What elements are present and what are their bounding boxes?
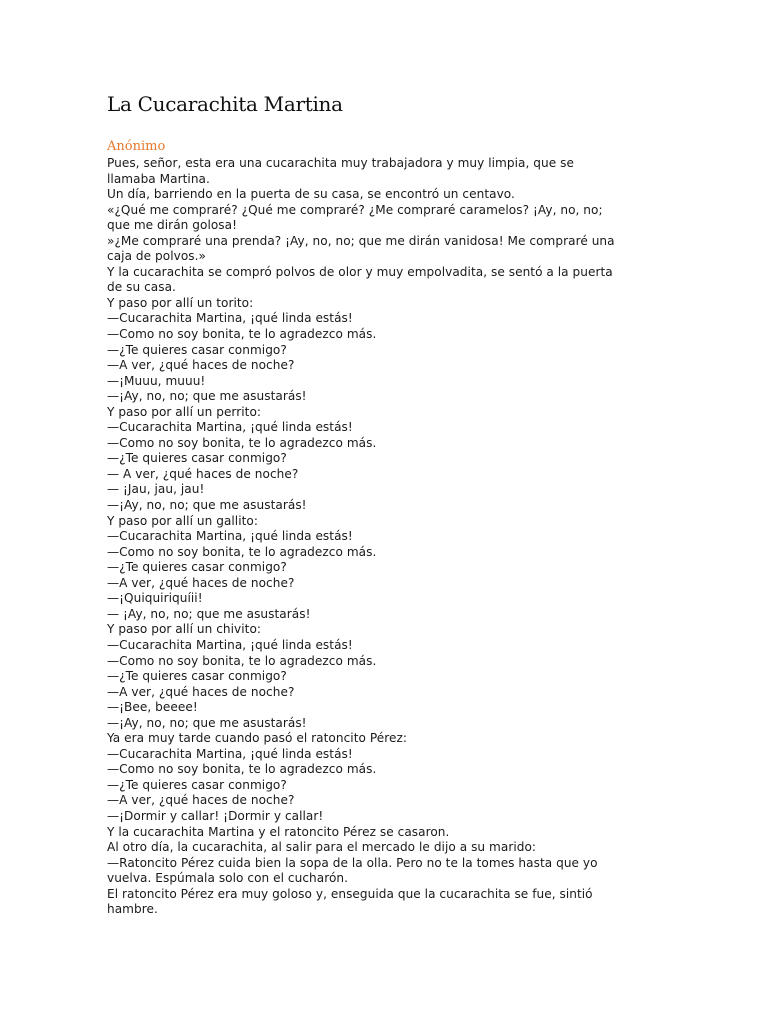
story-line: —Como no soy bonita, te lo agradezco más. (107, 544, 377, 559)
story-line: —Como no soy bonita, te lo agradezco más. (107, 435, 377, 450)
story-line: caja de polvos.» (107, 249, 206, 264)
story-line: Y paso por allí un perrito: (107, 404, 262, 419)
story-line: —¿Te quieres casar conmigo? (107, 451, 287, 466)
story-line: —Como no soy bonita, te lo agradezco más. (107, 653, 377, 668)
story-line: — ¡Ay, no, no; que me asustarás! (107, 606, 311, 621)
story-line: Y paso por allí un gallito: (107, 513, 258, 528)
document-title: La Cucarachita Martina (107, 92, 343, 116)
story-line: —Cucarachita Martina, ¡qué linda estás! (107, 529, 353, 544)
story-line: El ratoncito Pérez era muy goloso y, enseguida que la cucarachita se fue, sintió (107, 886, 593, 901)
story-line: —Como no soy bonita, te lo agradezco más. (107, 327, 377, 342)
story-line: — A ver, ¿qué haces de noche? (107, 466, 299, 481)
story-line: —Cucarachita Martina, ¡qué linda estás! (107, 420, 353, 435)
document-page (107, 90, 647, 918)
story-line: —¿Te quieres casar conmigo? (107, 342, 287, 357)
story-line: Y paso por allí un torito: (107, 295, 254, 310)
story-line: Y la cucarachita Martina y el ratoncito Pérez se casaron. (107, 824, 450, 839)
story-line: Pues, señor, esta era una cucarachita muy trabajadora y muy limpia, que se (107, 156, 574, 170)
story-line: —A ver, ¿qué haces de noche? (107, 575, 295, 590)
story-line: —A ver, ¿qué haces de noche? (107, 793, 295, 808)
story-line: —A ver, ¿qué haces de noche? (107, 358, 295, 373)
story-line: —¿Te quieres casar conmigo? (107, 777, 287, 792)
story-line: —¿Te quieres casar conmigo? (107, 560, 287, 575)
story-line: —A ver, ¿qué haces de noche? (107, 684, 295, 699)
story-line: —Cucarachita Martina, ¡qué linda estás! (107, 637, 353, 652)
story-line: —¡Quiquiriquíii! (107, 591, 203, 606)
story-line: Y la cucarachita se compró polvos de olor y muy empolvadita, se sentó a la puerta (107, 264, 613, 279)
story-line: —Cucarachita Martina, ¡qué linda estás! (107, 311, 353, 326)
story-line: —¡Ay, no, no; que me asustarás! (107, 389, 307, 404)
story-line: —Como no soy bonita, te lo agradezco más. (107, 762, 377, 777)
document-author: Anónimo (107, 139, 166, 154)
story-line: Y paso por allí un chivito: (107, 622, 262, 637)
story-line: vuelva. Espúmala solo con el cucharón. (107, 871, 349, 886)
story-line: —¿Te quieres casar conmigo? (107, 669, 287, 684)
story-line: —¡Ay, no, no; que me asustarás! (107, 715, 307, 730)
story-line: «¿Qué me compraré? ¿Qué me compraré? ¿Me compraré caramelos? ¡Ay, no, no; (107, 202, 603, 217)
story-line: hambre. (107, 902, 158, 917)
story-line: Un día, barriendo en la puerta de su casa, se encontró un centavo. (107, 187, 515, 202)
story-line: »¿Me compraré una prenda? ¡Ay, no, no; que me dirán vanidosa! Me compraré una (107, 233, 615, 248)
story-line: —¡Ay, no, no; que me asustarás! (107, 498, 307, 513)
story-body (107, 156, 647, 918)
story-line: llamaba Martina. (107, 171, 210, 186)
story-line: —¡Bee, beeee! (107, 700, 198, 715)
story-line: de su casa. (107, 280, 176, 295)
story-line: —¡Dormir y callar! ¡Dormir y callar! (107, 808, 324, 823)
story-line: —Cucarachita Martina, ¡qué linda estás! (107, 746, 353, 761)
story-line: Al otro día, la cucarachita, al salir para el mercado le dijo a su marido: (107, 840, 537, 855)
story-line: — ¡Jau, jau, jau! (107, 482, 205, 497)
story-line: —¡Muuu, muuu! (107, 373, 206, 388)
story-line: Ya era muy tarde cuando pasó el ratoncito Pérez: (107, 731, 408, 746)
story-line: que me dirán golosa! (107, 218, 238, 233)
story-line: —Ratoncito Pérez cuida bien la sopa de la olla. Pero no te la tomes hasta que yo (107, 855, 598, 870)
